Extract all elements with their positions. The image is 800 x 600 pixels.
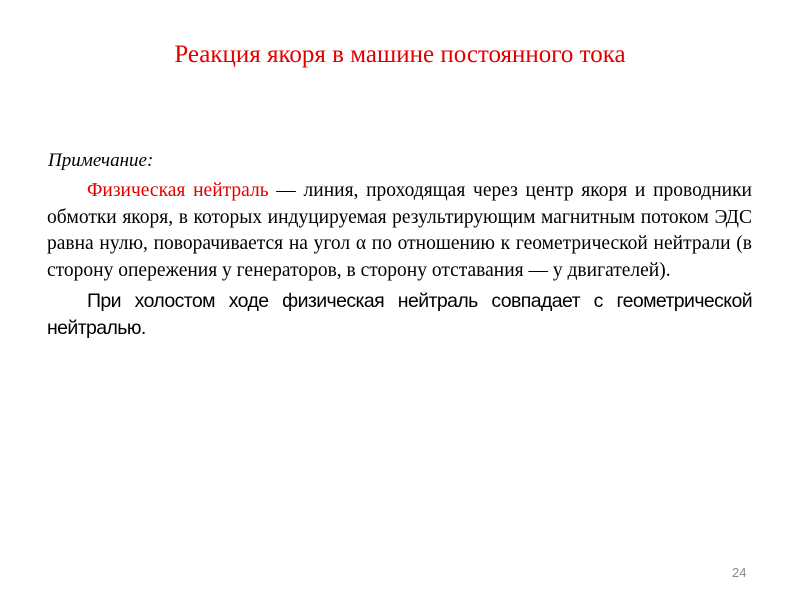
paragraph-physical-neutral: [47, 178, 752, 284]
paragraph-idle-mode: При холостом ходе физическая нейтраль совпадает с геометрической нейтралью.: [47, 290, 752, 339]
slide-title: Реакция якоря в машине постоянного тока: [174, 41, 626, 68]
page-number: 24: [732, 565, 747, 580]
term-physical-neutral: Физическая нейтраль: [87, 180, 269, 201]
slide-body: [47, 178, 752, 341]
paragraph-1-text: — линия, проходящая через центр якоря и проводники обмотки якоря, в которых индуцируемая результирующим магнитным потоком ЭДС равна нулю, поворачивается на угол α по отношению к геометрической нейтрали (в сторону опережения у генераторов, в сторону отставания — у двигателей).: [47, 180, 752, 281]
note-label: Примечание:: [48, 150, 154, 171]
